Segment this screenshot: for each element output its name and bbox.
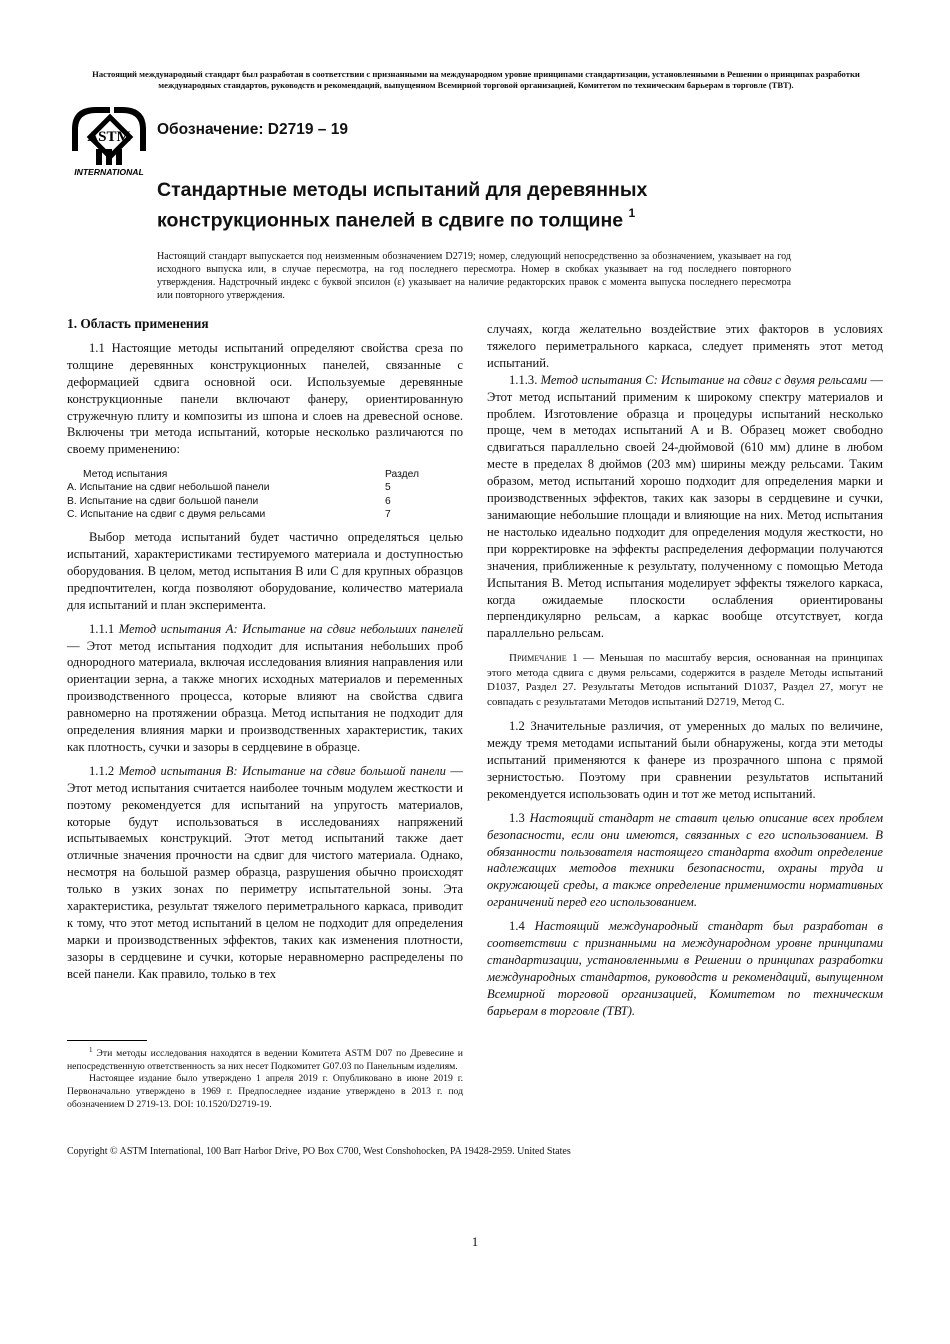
method-section: 7 xyxy=(385,508,391,520)
para-1-1-1-text: — Этот метод испытания подходит для испытания небольших проб однородного материала, включая исследования влияния направления или ориентации зерна, а также многих исходных материалов и переменных производственного процесса, которые влияют на свойства сдвига равномерно на протяжении образца. Метод испытания не подходит для определения влияния марки и производственных характеристик, таких как плотность, сучки и зазоры в сердцевине в образце. xyxy=(67,638,463,754)
para-1-3 xyxy=(487,810,883,911)
method-name: С. Испытание на сдвиг с двумя рельсами xyxy=(67,508,266,520)
logo-text-international: INTERNATIONAL xyxy=(74,167,144,177)
top-notice: Настоящий международный стандарт был разработан в соответствии с признанными на международном уровне принципами стандартизации, установленными в Решении о принципах разработки международных стандартов, руководств и рекомендаций, выпущенном Всемирной торговой организацией, Комитетом по техническим барьерам в торговле (ТВТ). xyxy=(92,69,860,90)
table-row xyxy=(67,495,463,508)
footnote-1-ref: 1 xyxy=(89,1046,93,1054)
para-1-1-2-title: Метод испытания В: Испытание на сдвиг большой панели xyxy=(118,763,446,778)
title-line-2 xyxy=(157,203,857,234)
para-1-1-3-text: — Этот метод испытаний применим к широкому спектру материалов и проблем. Изготовление образца и процедуры испытаний несколько проще, чем в методах испытаний А и В. Образец может свободно сдвигаться параллельно своей 24-дюймовой (610 мм) длине в любом месте в пределах 8 дюймов (203 мм) ширины между рельсами. Таким образом, метод испытаний хорошо подходит для определения марки и производственных эффектов, таких как зазоры в сердцевине и сучки, занимающие небольшие площади и влияющие на них. Метод испытания не настолько идеально подходит для определения модуля жесткости, но при корректировке на эффекты распределения деформации получаются значения, приближенные к результату, полученному с помощью Метода Испытания В. Метод испытания моделирует эффекты тяжелого каркаса, когда ожидаемые плоскости ослабления ориентированы перпендикулярно рельсам, а каркас вообще отсутствует, когда параллельно рельсам. xyxy=(487,372,883,641)
astm-logo xyxy=(66,103,152,177)
footnotes xyxy=(67,1044,463,1111)
para-1-4-text: Настоящий международный стандарт был разработан в соответствии с признанными на международном уровне принципами стандартизации, установленными в Решении о принципах разработки международных стандартов, руководств и рекомендаций, выпущенном Всемирной торговой организацией, Комитетом по техническим барьерам в торговле (ТВТ). xyxy=(487,919,883,1018)
para-1-3-text: Настоящий стандарт не ставит целью описание всех проблем безопасности, если они имеются, связанных с его использованием. В обязанности пользователя настоящего стандарта входит определение надлежащих методов техники безопасности, охраны труда и окружающей среды, а также определение применимости нормативных ограничений перед его использованием. xyxy=(487,810,883,910)
para-1-4-num: 1.4 xyxy=(509,919,525,934)
method-section: 5 xyxy=(385,482,391,494)
methods-table-header xyxy=(67,468,463,481)
para-1-1-3-num: 1.1.3. xyxy=(509,372,538,387)
footnote-1 xyxy=(67,1044,463,1073)
logo-text-astm: ASTM xyxy=(87,129,131,145)
para-1-1-2-text: — Этот метод испытания считается наиболее точным модулем жесткости и поэтому рекомендуется для испытаний на упругость материалов, которые будут использоваться в исследованиях напряжений испытываемых конструкций. Этот метод испытаний также дает отличные значения прочности на сдвиг для чистого материала. Однако, несмотря на большой размер образца, разрушения обычно происходят только в узких зонах по периметру испытательной зоны. Эта характеристика, результат тяжелого периметрального каркаса, приводит к тому, что этот метод испытаний в целом не подходит для определения марки и производственных эффектов, таких как изменения плотности, зазоры в сердцевине и сучки, которые неравномерно распределены по всей панели. Как правило, только в тех xyxy=(67,763,463,981)
page-number: 1 xyxy=(471,1234,479,1249)
issuance-statement: Настоящий стандарт выпускается под неизменным обозначением D2719; номер, следующий непосредственно за обозначением, указывает на год исходного выпуска или, в случае пересмотра, на год последнего пересмотра. Номер в скобках указывает на год последнего повторного утверждения. Надстрочный индекс с буквой эпсилон (ε) указывает на наличие редакторских правок с момента выпуска последнего пересмотра или повторного утверждения. xyxy=(157,251,791,301)
footnote-2: Настоящее издание было утверждено 1 апреля 2019 г. Опубликовано в июне 2019 г. Первоначально утверждено в 1969 г. Предпоследнее издание утверждено в 2013 г. под обозначением D 2719-13. DOI: 10.1520/D2719-19. xyxy=(67,1073,463,1110)
para-1-2: 1.2 Значительные различия, от умеренных до малых по величине, между тремя методами испытаний были обнаружены, когда эти методы испытаний применяются к фанере из прозрачного шпона с прямой зернистостью. Поэтому при сравнении результатов испытаний рекомендуется использовать один и тот же метод испытаний. xyxy=(487,719,883,801)
note-1-text: — Меньшая по масштабу версия, основанная на принципах этого метода сдвига с двумя рельсами, содержится в разделе Методы испытаний D1037, Раздел 27. Результаты Методов испытаний D1037, Раздел 27, могут не совпадать с результатами Методов испытаний D2719, Метод С. xyxy=(487,652,884,708)
method-name: В. Испытание на сдвиг большой панели xyxy=(67,495,259,507)
methods-header-section: Раздел xyxy=(385,469,420,481)
para-1-1-1 xyxy=(67,621,463,756)
methods-header-method: Метод испытания xyxy=(83,469,168,481)
left-column xyxy=(67,316,463,983)
designation: Обозначение: D2719 – 19 xyxy=(157,121,348,138)
table-row xyxy=(67,508,463,521)
section-1-heading: 1. Область применения xyxy=(67,316,209,331)
methods-table xyxy=(67,468,463,521)
para-continuation: случаях, когда желательно воздействие этих факторов в условиях тяжелого периметрального каркаса, следует применять этот метод испытаний. xyxy=(487,322,883,370)
note-1 xyxy=(487,651,883,709)
footnote-divider xyxy=(67,1040,147,1041)
table-row xyxy=(67,481,463,494)
note-1-label: Примечание 1 xyxy=(509,652,578,665)
document-title xyxy=(157,178,857,234)
title-footnote-ref: 1 xyxy=(628,206,636,220)
para-1-1-3-title: Метод испытания С: Испытание на сдвиг с двумя рельсами xyxy=(540,372,868,387)
para-1-1-1-title: Метод испытания А: Испытание на сдвиг небольших панелей xyxy=(118,621,463,636)
footnote-1-text: Эти методы исследования находятся в ведении Комитета ASTM D07 по Древесине и непосредственную ответственность за них несет Подкомитет G07.03 по Панельным изделиям. xyxy=(67,1048,463,1072)
para-method-choice: Выбор метода испытаний будет частично определяться целью испытаний, характеристиками тестируемого материала и доступностью оборудования. В целом, метод испытания В или С для крупных образцов предпочтителен, когда позволяют оборудование, количество материала для испытаний и план эксперимента. xyxy=(67,530,463,612)
para-1-4 xyxy=(487,918,883,1019)
para-1-1-1-num: 1.1.1 xyxy=(89,621,115,636)
copyright: Copyright © ASTM International, 100 Barr Harbor Drive, PO Box C700, West Conshohocken, PA 19428-2959. United States xyxy=(67,1146,571,1157)
method-name: А. Испытание на сдвиг небольшой панели xyxy=(67,482,270,494)
title-line-2-text: конструкционных панелей в сдвиге по толщине xyxy=(157,209,624,232)
para-1-3-num: 1.3 xyxy=(509,810,525,825)
para-1-1-2 xyxy=(67,763,463,983)
title-line-1: Стандартные методы испытаний для деревянных xyxy=(157,179,648,201)
method-section: 6 xyxy=(385,495,391,507)
para-1-1-3 xyxy=(487,372,883,643)
para-1-1-2-num: 1.1.2 xyxy=(89,763,115,778)
right-column xyxy=(487,321,883,1020)
para-1-1: 1.1 Настоящие методы испытаний определяют свойства среза по толщине деревянных конструкционных панелей, связанные с деформацией сдвига основной оси. Используемые деревянные конструкционные панели включают фанеру, ориентированную стружечную плиту и композиты из шпона и слоев на древесной основе. Включены три метода испытаний, которые несколько различаются по своему применению: xyxy=(67,340,463,457)
